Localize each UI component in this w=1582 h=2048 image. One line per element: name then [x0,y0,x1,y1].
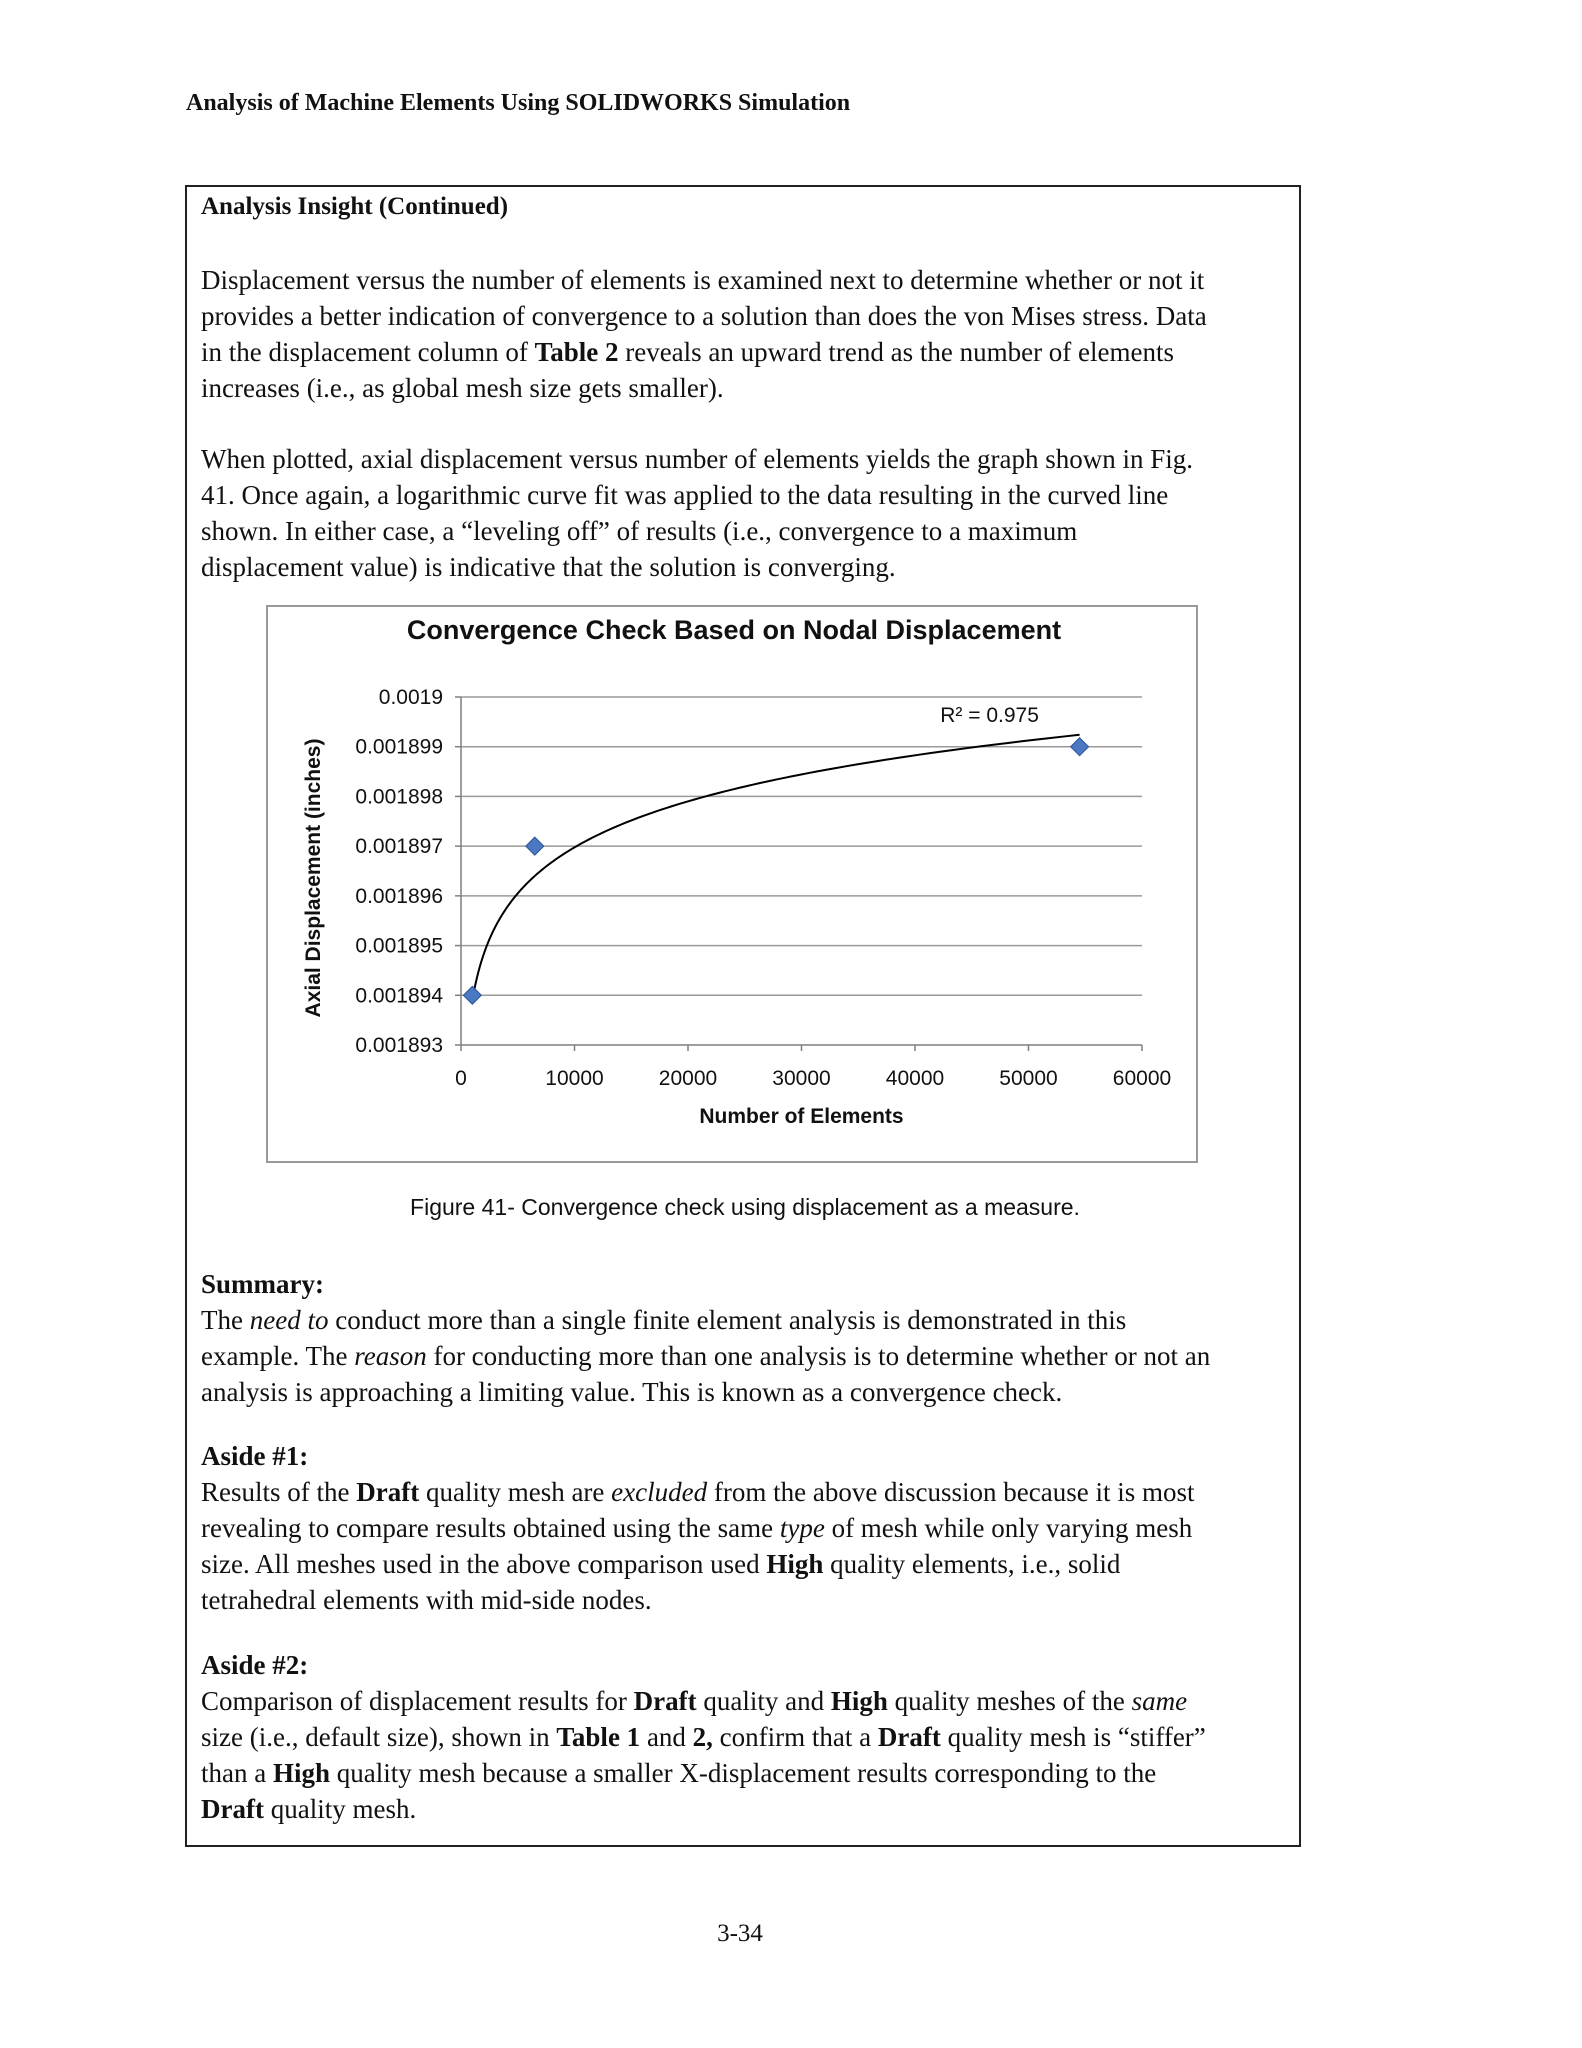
x-tick-label: 10000 [545,1067,604,1090]
aside-2-paragraph: Aside #2: Comparison of displacement results for Draft quality and High quality meshes of the same size (i.e., default size), shown in Table 1 and 2, confirm that a Draft quality mesh is “stiffer” than a High quality mesh because a smaller X-displacement results corresponding to the Draft quality mesh. [201,1650,1206,1824]
aside-2-heading: Aside #2: [201,1650,309,1680]
paragraph-displacement-trend: Displacement versus the number of elements is examined next to determine whether or not it provides a better indication of convergence to a solution than does the von Mises stress. Data in the displacement column of Table 2 reveals an upward trend as the number of elements increases (i.e., as global mesh size gets smaller). [201,265,1207,403]
y-tick-label: 0.001897 [355,835,443,859]
log-trendline [472,735,1079,1000]
y-axis-title: Axial Displacement (inches) [302,738,325,1018]
aside-1-paragraph: Aside #1: Results of the Draft quality mesh are excluded from the above discussion because it is most revealing to compare results obtained using the same type of mesh while only varying mesh size. All meshes used in the above comparison used High quality elements, i.e., solid tetrahedral elements with mid-side nodes. [201,1441,1195,1615]
x-tick-label: 20000 [658,1067,718,1090]
data-point [463,986,481,1004]
running-header: Analysis of Machine Elements Using SOLIDWORKS Simulation [186,90,851,116]
chart-canvas [268,607,1200,1165]
data-point [526,837,544,855]
summary-paragraph: Summary: The need to conduct more than a single finite element analysis is demonstrated in this example. The reason for conducting more than one analysis is to determine whether or not an analysis is approaching a limiting value. This is known as a convergence check. [201,1269,1211,1407]
x-tick-label: 0 [455,1067,467,1090]
convergence-chart [266,605,1198,1163]
r-squared-label: R² = 0.975 [940,704,1039,727]
y-tick-label: 0.001893 [355,1034,443,1057]
data-point [1071,738,1089,756]
y-tick-label: 0.001895 [355,934,443,958]
x-tick-label: 30000 [772,1067,831,1090]
chart-title: Convergence Check Based on Nodal Displacement [406,615,1062,645]
x-tick-label: 60000 [1112,1067,1172,1090]
figure-caption: Figure 41- Convergence check using displacement as a measure. [410,1194,1080,1220]
y-tick-label: 0.001896 [355,884,443,908]
summary-heading: Summary: [201,1269,324,1299]
x-axis-title: Number of Elements [699,1105,904,1128]
aside-1-heading: Aside #1: [201,1441,309,1471]
analysis-insight-box [185,185,1301,1847]
x-tick-label: 40000 [885,1067,945,1090]
y-tick-label: 0.0019 [378,686,443,709]
paragraph-plot-description: When plotted, axial displacement versus number of elements yields the graph shown in Fig. 41. Once again, a logarithmic curve fit was applied to the data resulting in the curved line shown. In either case, a “leveling off” of results (i.e., convergence to a maximum displacement value) is indicative that the solution is converging. [201,444,1194,582]
box-title: Analysis Insight (Continued) [201,193,509,220]
page-number: 3-34 [717,1920,763,1947]
y-tick-label: 0.001894 [355,984,443,1008]
y-tick-label: 0.001899 [355,735,443,759]
x-tick-label: 50000 [999,1067,1058,1090]
y-tick-label: 0.001898 [355,785,443,809]
